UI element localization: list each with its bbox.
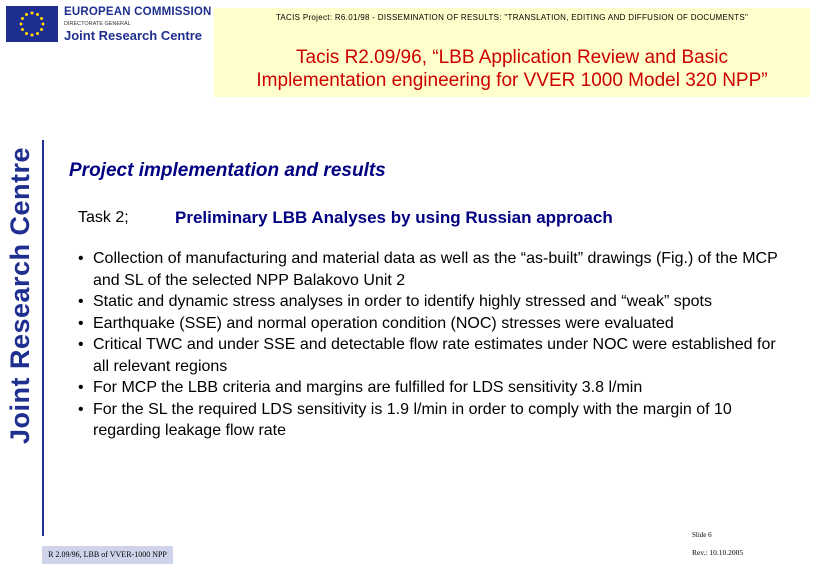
eu-star-icon (25, 13, 28, 16)
bullet-item: • Static and dynamic stress analyses in order to identify highly stressed and “weak” spots (78, 291, 778, 313)
side-label-text: Joint Research Centre (5, 146, 36, 444)
bullet-item: • For the SL the required LDS sensitivity is 1.9 l/min in order to comply with the margin of 10 regarding leakage flow rate (78, 399, 778, 442)
slide-number: Slide 6 (692, 531, 712, 539)
bullet-item: • Collection of manufacturing and material data as well as the “as-built” drawings (Fig.) of the MCP and SL of the selected NPP Balakovo Unit 2 (78, 248, 778, 291)
eu-flag-icon (6, 6, 58, 42)
header-banner (214, 8, 810, 97)
logo-european-commission: EUROPEAN COMMISSION (64, 6, 212, 18)
bullet-item: • Critical TWC and under SSE and detectable flow rate estimates under NOC were established for all relevant regions (78, 334, 778, 377)
eu-star-icon (40, 17, 43, 20)
task-title: Preliminary LBB Analyses by using Russian approach (175, 208, 613, 227)
eu-star-icon (31, 34, 34, 37)
section-title: Project implementation and results (69, 160, 386, 181)
jrc-logo (6, 6, 212, 46)
logo-directorate-general: DIRECTORATE GENERAL (64, 21, 131, 27)
eu-star-icon (40, 28, 43, 31)
eu-star-icon (42, 23, 45, 26)
logo-joint-research-centre: Joint Research Centre (64, 28, 202, 43)
eu-star-icon (21, 28, 24, 31)
side-divider (42, 140, 44, 536)
eu-star-icon (31, 12, 34, 15)
eu-star-icon (20, 23, 23, 26)
revision-date: Rev.: 10.10.2005 (692, 548, 744, 557)
bullet-list (78, 248, 778, 442)
slide-title-line-1: Tacis R2.09/96, “LBB Application Review and Basic (296, 47, 728, 68)
bullet-item: • For MCP the LBB criteria and margins are fulfilled for LDS sensitivity 3.8 l/min (78, 377, 778, 399)
slide-title-line-2: Implementation engineering for VVER 1000 Model 320 NPP” (256, 70, 768, 91)
slide-title (218, 46, 806, 92)
eu-star-icon (36, 32, 39, 35)
bullet-item: • Earthquake (SSE) and normal operation condition (NOC) stresses were evaluated (78, 313, 778, 335)
footer-document-ref: R 2.09/96, LBB of VVER-1000 NPP (42, 546, 173, 564)
side-label (0, 146, 42, 444)
task-label: Task 2; (78, 209, 129, 226)
eu-star-icon (36, 13, 39, 16)
eu-star-icon (21, 17, 24, 20)
project-reference: TACIS Project: R6.01/98 - DISSEMINATION OF RESULTS: "TRANSLATION, EDITING AND DIFFUSION OF DOCUMENTS" (275, 13, 749, 22)
eu-star-icon (25, 32, 28, 35)
